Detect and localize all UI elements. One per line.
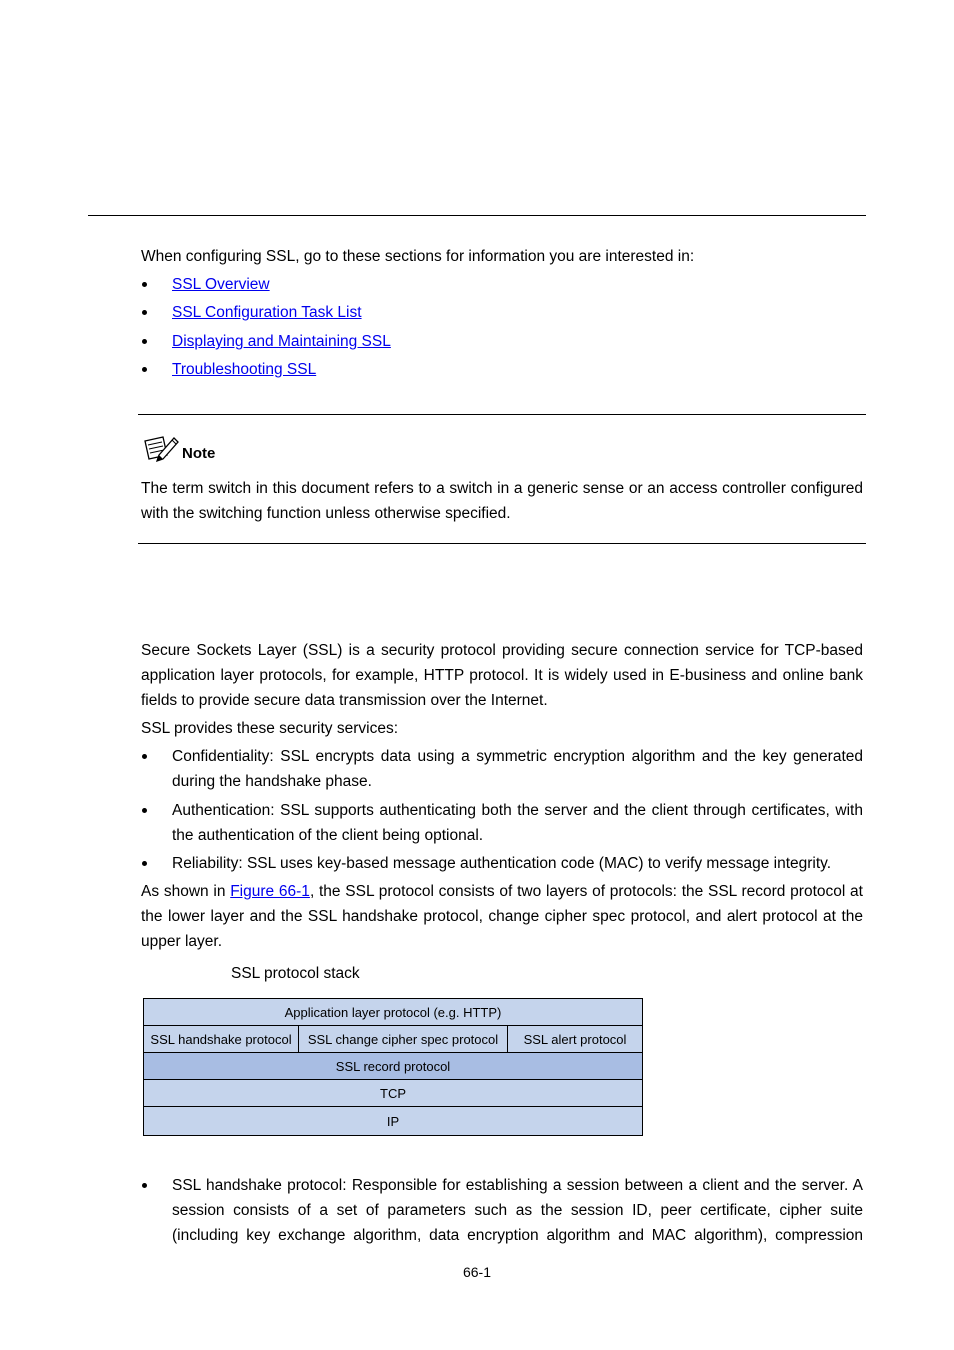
header-rule — [88, 215, 866, 216]
layer-label: Application layer protocol (e.g. HTTP) — [284, 1004, 502, 1020]
layer-label: TCP — [380, 1085, 406, 1101]
handshake-text: SSL handshake protocol: Responsible for establishing a session between a client and the server. A session consists of a set of parameters such as the session ID, peer certificate, cipher suite (including key exchange algorithm, data encryption algorithm and MAC algorithm), compression — [172, 1177, 863, 1244]
service-text: Reliability: SSL uses key-based message authentication code (MAC) to verify message integrity. — [172, 855, 832, 872]
figure-caption: SSL protocol stack — [231, 965, 360, 982]
layer-tcp — [144, 1080, 642, 1107]
ssl-protocol-stack-diagram — [143, 998, 643, 1136]
layer-upper-ssl — [144, 1026, 642, 1053]
note-top-rule — [138, 414, 866, 415]
toc-link-ssl-config-task-list[interactable]: SSL Configuration Task List — [172, 304, 362, 321]
toc-link-troubleshooting[interactable]: Troubleshooting SSL — [172, 361, 317, 378]
cell-alert: SSL alert protocol — [508, 1026, 642, 1052]
toc-link-ssl-overview[interactable]: SSL Overview — [172, 276, 270, 293]
services-intro: SSL provides these security services: — [141, 720, 399, 737]
intro-text: When configuring SSL, go to these sections for information you are interested in: — [141, 248, 695, 265]
service-text: Authentication: SSL supports authenticating both the server and the client through certificates, with the authentication of the client being optional. — [172, 802, 863, 844]
layer-record — [144, 1053, 642, 1080]
service-text: Confidentiality: SSL encrypts data using a symmetric encryption algorithm and the key generated during the handshake phase. — [172, 748, 863, 790]
layer-application — [144, 999, 642, 1026]
layer-label: IP — [386, 1113, 400, 1129]
note-bottom-rule — [138, 543, 866, 544]
note-label: Note — [182, 445, 216, 462]
cell-handshake: SSL handshake protocol — [144, 1026, 299, 1052]
stack-description: As shown in Figure 66-1, the SSL protocol consists of two layers of protocols: the SSL record protocol at the lower layer and the SSL handshake protocol, change cipher spec protocol, and alert protocol at the upper layer. — [141, 883, 863, 950]
page-number: 66-1 — [462, 1264, 492, 1280]
overview-paragraph: Secure Sockets Layer (SSL) is a security protocol providing secure connection service for TCP-based application layer protocols, for example, HTTP protocol. It is widely used in E-business and online bank fields to provide secure data transmission over the Internet. — [141, 642, 863, 709]
figure-link[interactable]: Figure 66-1 — [230, 883, 310, 900]
layer-ip — [144, 1107, 642, 1135]
note-pencil-icon — [142, 433, 180, 463]
cell-change-cipher-spec: SSL change cipher spec protocol — [299, 1026, 508, 1052]
layer-label: SSL record protocol — [335, 1058, 451, 1074]
toc-link-displaying-maintaining[interactable]: Displaying and Maintaining SSL — [172, 333, 391, 350]
note-text: The term switch in this document refers to a switch in a generic sense or an access controller configured with the switching function unless otherwise specified. — [141, 480, 863, 522]
